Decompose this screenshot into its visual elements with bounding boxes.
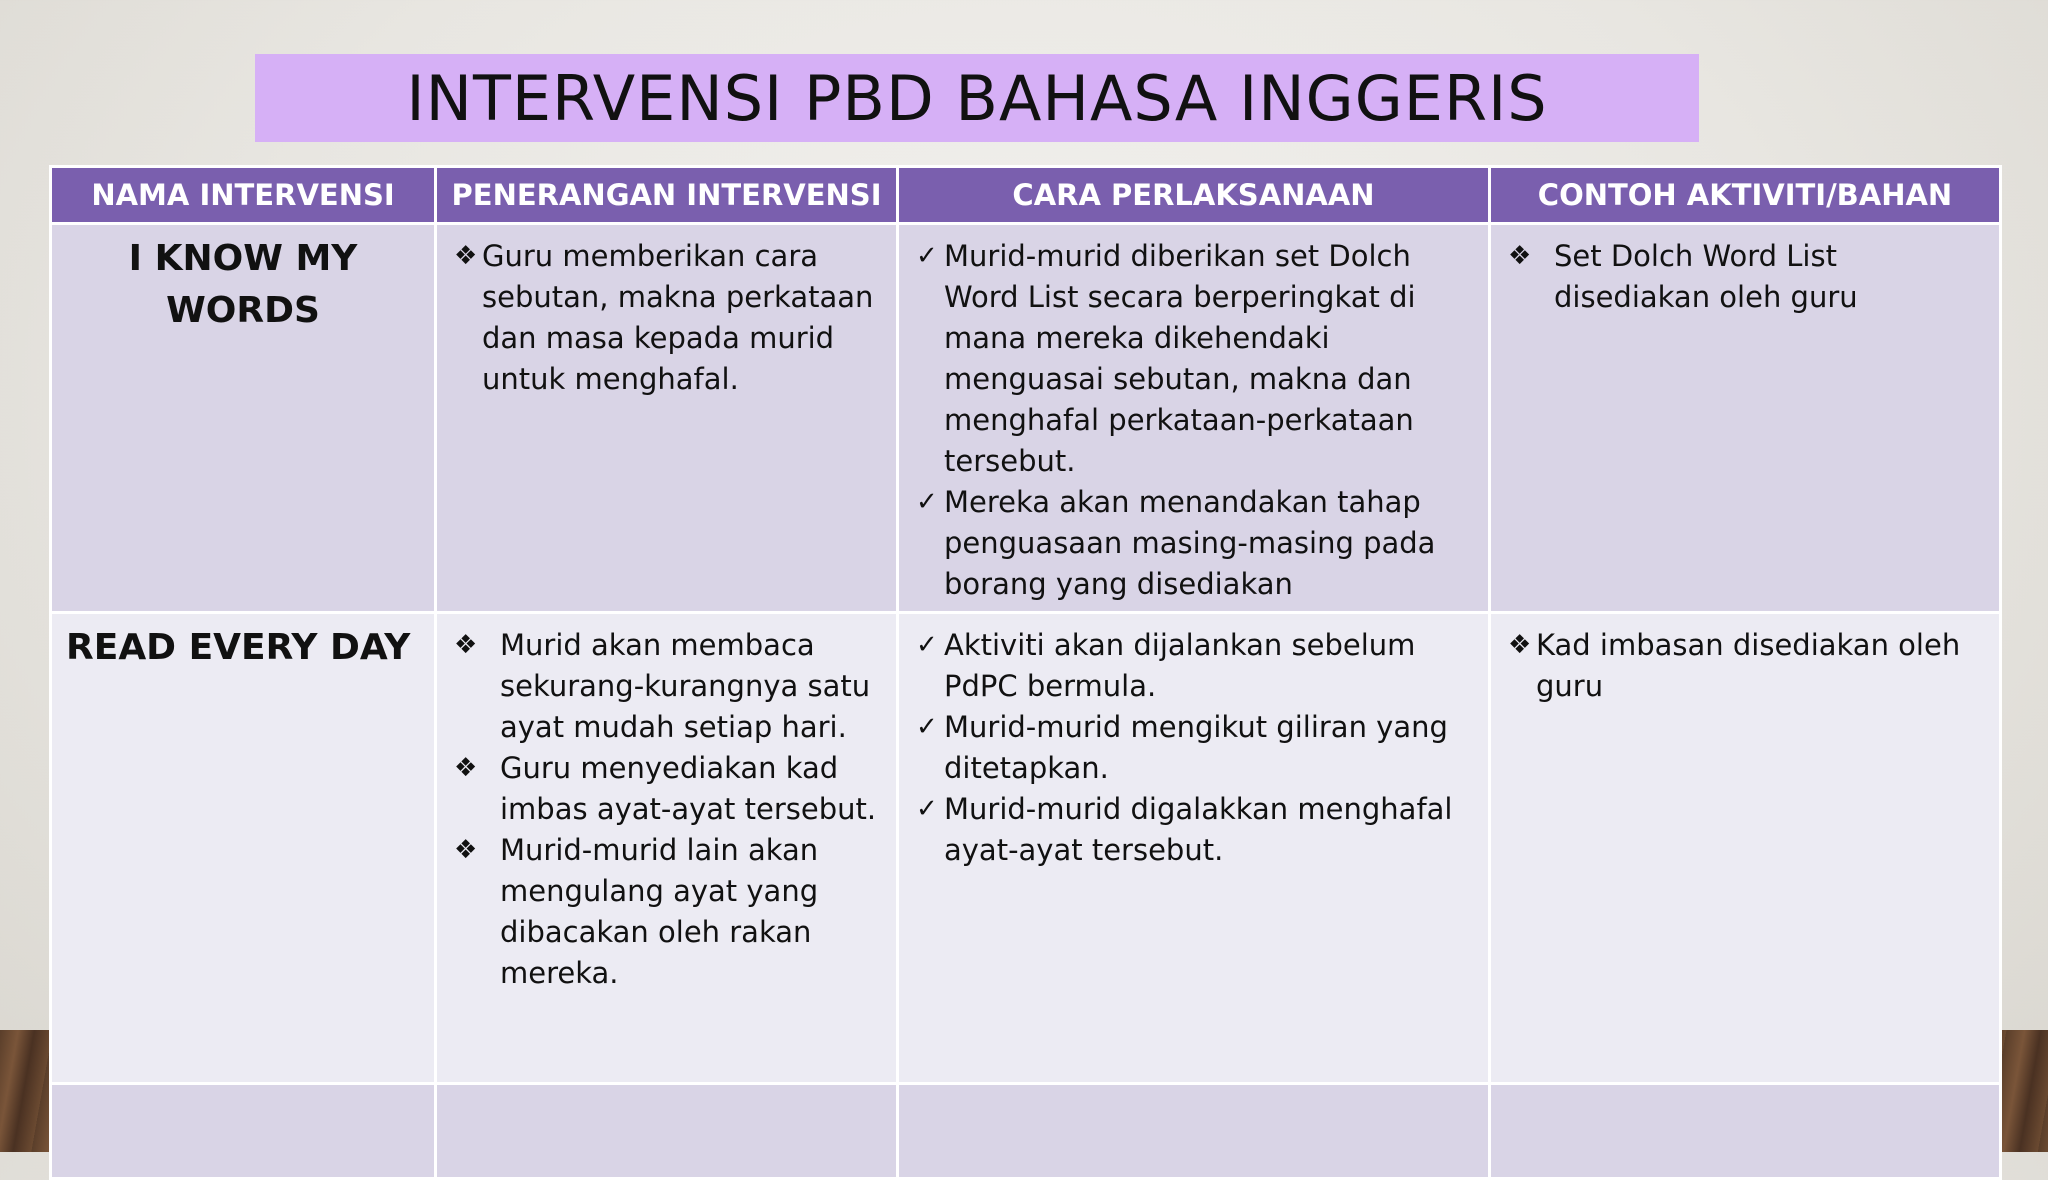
- penerangan-cell: [436, 224, 898, 613]
- empty-cell: [1490, 1084, 2001, 1179]
- checkmark-bullet-icon: ✓: [916, 630, 938, 660]
- diamond-bullet-icon: ❖: [1508, 241, 1532, 271]
- empty-cell: [51, 1084, 436, 1179]
- penerangan-cell: [436, 613, 898, 1084]
- header-cara-perlaksanaan: CARA PERLAKSANAAN: [898, 167, 1490, 224]
- list-item: ❖ Guru menyediakan kad imbas ayat-ayat tersebut.: [454, 748, 885, 830]
- empty-cell: [898, 1084, 1490, 1179]
- diamond-bullet-icon: ❖: [454, 630, 478, 660]
- diamond-bullet-icon: ❖: [1508, 630, 1532, 660]
- list-item: ❖ Murid akan membaca sekurang-kurangnya satu ayat mudah setiap hari.: [454, 625, 885, 748]
- empty-cell: [436, 1084, 898, 1179]
- list-item: ✓ Mereka akan menandakan tahap penguasaan masing-masing pada borang yang disediakan: [916, 482, 1477, 605]
- table-row: [51, 224, 2001, 613]
- header-contoh-aktiviti: CONTOH AKTIVITI/BAHAN: [1490, 167, 2001, 224]
- table-row: [51, 613, 2001, 1084]
- diamond-bullet-icon: ❖: [454, 753, 478, 783]
- cara-cell: [898, 613, 1490, 1084]
- checkmark-bullet-icon: ✓: [916, 487, 938, 517]
- checkmark-bullet-icon: ✓: [916, 712, 938, 742]
- list-item: ❖ Guru memberikan cara sebutan, makna perkataan dan masa kepada murid untuk menghafal.: [454, 236, 885, 400]
- header-penerangan-intervensi: PENERANGAN INTERVENSI: [436, 167, 898, 224]
- list-item: ❖ Murid-murid lain akan mengulang ayat yang dibacakan oleh rakan mereka.: [454, 830, 885, 994]
- contoh-cell: [1490, 224, 2001, 613]
- page-title: INTERVENSI PBD BAHASA INGGERIS: [406, 61, 1548, 135]
- list-item: ✓ Aktiviti akan dijalankan sebelum PdPC bermula.: [916, 625, 1477, 707]
- title-banner: [255, 54, 1699, 142]
- header-nama-intervensi: NAMA INTERVENSI: [51, 167, 436, 224]
- cara-cell: [898, 224, 1490, 613]
- contoh-cell: [1490, 613, 2001, 1084]
- list-item: ✓ Murid-murid mengikut giliran yang ditetapkan.: [916, 707, 1477, 789]
- list-item: ✓ Murid-murid digalakkan menghafal ayat-ayat tersebut.: [916, 789, 1477, 871]
- checkmark-bullet-icon: ✓: [916, 794, 938, 824]
- list-item: ❖ Set Dolch Word List disediakan oleh guru: [1508, 236, 1988, 318]
- table-row-empty: [51, 1084, 2001, 1179]
- intervention-table: [49, 165, 2002, 1180]
- checkmark-bullet-icon: ✓: [916, 241, 938, 271]
- diamond-bullet-icon: ❖: [454, 241, 478, 271]
- list-item: ✓ Murid-murid diberikan set Dolch Word List secara berperingkat di mana mereka dikehendaki menguasai sebutan, makna dan menghafal perkataan-perkataan tersebut.: [916, 236, 1477, 482]
- list-item: ❖ Kad imbasan disediakan oleh guru: [1508, 625, 1988, 707]
- diamond-bullet-icon: ❖: [454, 835, 478, 865]
- intervention-name: I KNOW MY WORDS: [51, 224, 436, 613]
- intervention-name: READ EVERY DAY: [51, 613, 436, 1084]
- table-header-row: [51, 167, 2001, 224]
